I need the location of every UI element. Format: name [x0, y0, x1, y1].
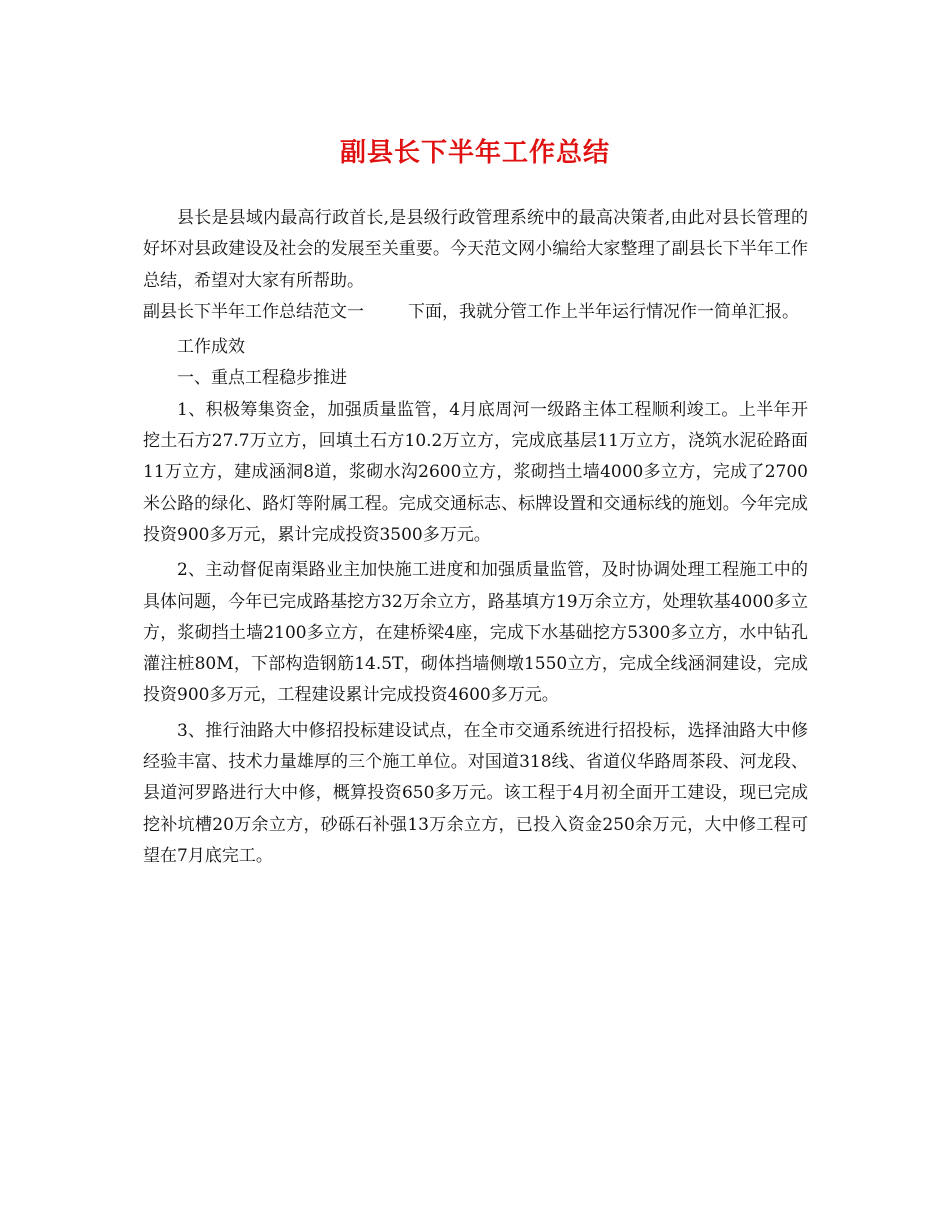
document-body — [143, 203, 808, 872]
subheading-summary: 下面，我就分管工作上半年运行情况作一简单汇报。 — [408, 301, 799, 322]
intro-paragraph: 县长是县域内最高行政首长,是县级行政管理系统中的最高决策者,由此对县长管理的好坏对县政建设及社会的发展至关重要。今天范文网小编给大家整理了副县长下半年工作总结，希望对大家有所帮助。 — [143, 208, 808, 291]
list-item-3: 3、推行油路大中修招投标建设试点，在全市交通系统进行招投标，选择油路大中修经验丰富、技术力量雄厚的三个施工单位。对国道318线、省道仪华路周茶段、河龙段、县道河罗路进行大中修，概算投资650多万元。该工程于4月初全面开工建设，现已完成挖补坑槽20万余立方，砂砾石补强13万余立方，已投入资金250余万元，大中修工程可望在7月底完工。 — [143, 720, 808, 866]
section-heading-one: 一、重点工程稳步推进 — [177, 368, 347, 389]
section-heading-work-results: 工作成效 — [177, 337, 245, 358]
subheading-paragraph — [143, 297, 808, 328]
list-item-2: 2、主动督促南渠路业主加快施工进度和加强质量监管，及时协调处理工程施工中的具体问题，今年已完成路基挖方32万余立方，路基填方19万余立方，处理软基4000多立方，浆砌挡土墙2100多立方，在建桥梁4座，完成下水基础挖方5300多立方，水中钻孔灌注桩80M，下部构造钢筋14.5T，砌体挡墙侧墩1550立方，完成全线涵洞建设，完成投资900多万元，工程建设累计完成投资4600多万元。 — [143, 560, 808, 706]
list-item-1: 1、积极筹集资金，加强质量监管，4月底周河一级路主体工程顺利竣工。上半年开挖土石方27.7万立方，回填土石方10.2万立方，完成底基层11万立方，浇筑水泥砼路面11万立方，建成涵洞8道，浆砌水沟2600立方，浆砌挡土墙4000多立方，完成了2700米公路的绿化、路灯等附属工程。完成交通标志、标牌设置和交通标线的施划。今年完成投资900多万元，累计完成投资3500多万元。 — [143, 399, 808, 545]
document-title: 副县长下半年工作总结 — [339, 138, 610, 168]
subheading-title: 副县长下半年工作总结范文一 — [143, 301, 364, 322]
